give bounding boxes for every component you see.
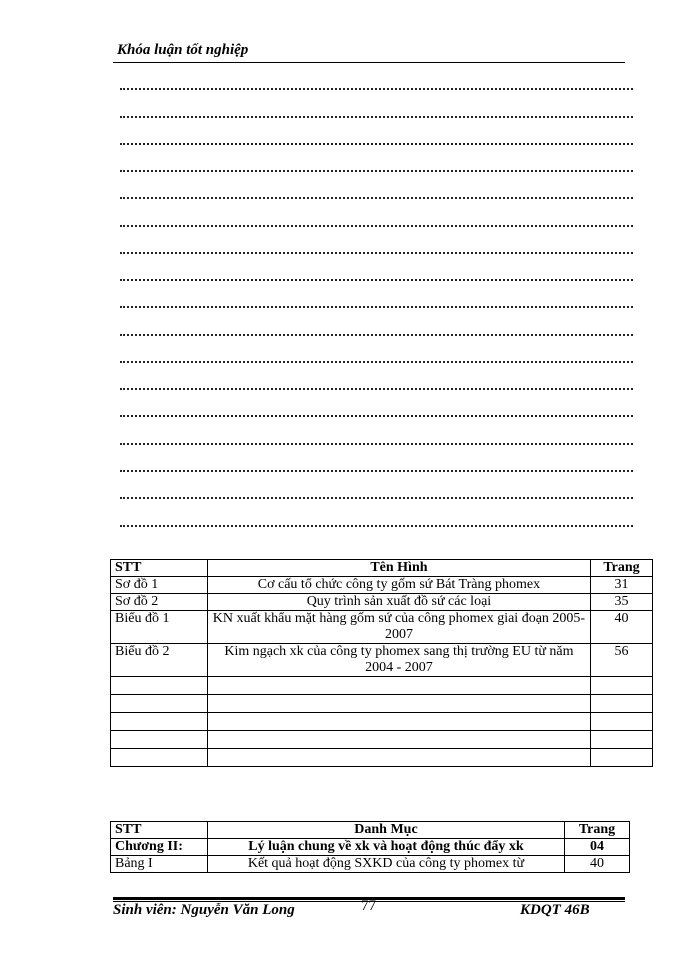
dotted-line: [120, 88, 633, 90]
footer-class: KDQT 46B: [520, 902, 590, 918]
cell-page: 31: [591, 577, 653, 594]
cell-stt: Biểu đồ 2: [111, 644, 208, 677]
cell-page: 35: [591, 594, 653, 611]
cell-page: 04: [565, 839, 630, 856]
dotted-line: [120, 415, 633, 417]
column-header: STT: [111, 822, 208, 839]
column-header: STT: [111, 560, 208, 577]
empty-row: [111, 677, 653, 695]
table-header-row: [111, 560, 653, 577]
footer-student: Sinh viên: Nguyễn Văn Long: [113, 902, 295, 918]
empty-row: [111, 695, 653, 713]
empty-row: [111, 749, 653, 767]
cell-stt: Chương II:: [111, 839, 208, 856]
column-header: Danh Mục: [207, 822, 564, 839]
cell-name: Quy trình sản xuất đồ sứ các loại: [207, 594, 590, 611]
dotted-line: [120, 306, 633, 308]
page-number: 77: [361, 898, 376, 914]
dotted-line: [120, 443, 633, 445]
table-row: [111, 611, 653, 644]
dotted-line: [120, 116, 633, 118]
cell-stt: Bảng I: [111, 856, 208, 873]
table-header-row: [111, 822, 630, 839]
column-header: Trang: [565, 822, 630, 839]
dotted-line: [120, 334, 633, 336]
header-title: Khóa luận tốt nghiệp: [117, 42, 249, 58]
dotted-line: [120, 143, 633, 145]
dotted-line: [120, 279, 633, 281]
table-row: [111, 644, 653, 677]
dotted-line: [120, 525, 633, 527]
cell-name: Lý luận chung về xk và hoạt động thúc đẩy xk: [207, 839, 564, 856]
cell-page: 40: [591, 611, 653, 644]
figures-table: [110, 559, 653, 767]
cell-name: Kết quả hoạt động SXKD của công ty phomex từ: [207, 856, 564, 873]
cell-page: 56: [591, 644, 653, 677]
cell-name: KN xuất khẩu mặt hàng gốm sứ của công phomex giai đoạn 2005-2007: [207, 611, 590, 644]
dotted-line: [120, 361, 633, 363]
cell-stt: Sơ đồ 1: [111, 577, 208, 594]
dotted-line: [120, 252, 633, 254]
column-header: Tên Hình: [207, 560, 590, 577]
header-rule: [113, 62, 625, 63]
table-row: [111, 594, 653, 611]
table-row: [111, 839, 630, 856]
cell-stt: Biểu đồ 1: [111, 611, 208, 644]
dotted-line: [120, 225, 633, 227]
empty-row: [111, 731, 653, 749]
cell-stt: Sơ đồ 2: [111, 594, 208, 611]
dotted-line: [120, 497, 633, 499]
dotted-line: [120, 470, 633, 472]
cell-page: 40: [565, 856, 630, 873]
empty-row: [111, 713, 653, 731]
table-row: [111, 577, 653, 594]
cell-name: Cơ cấu tổ chức công ty gốm sứ Bát Tràng phomex: [207, 577, 590, 594]
contents-table: [110, 821, 630, 873]
table-row: [111, 856, 630, 873]
cell-name: Kim ngạch xk của công ty phomex sang thị trường EU từ năm 2004 - 2007: [207, 644, 590, 677]
dotted-line: [120, 197, 633, 199]
dotted-line: [120, 388, 633, 390]
column-header: Trang: [591, 560, 653, 577]
dotted-line: [120, 170, 633, 172]
